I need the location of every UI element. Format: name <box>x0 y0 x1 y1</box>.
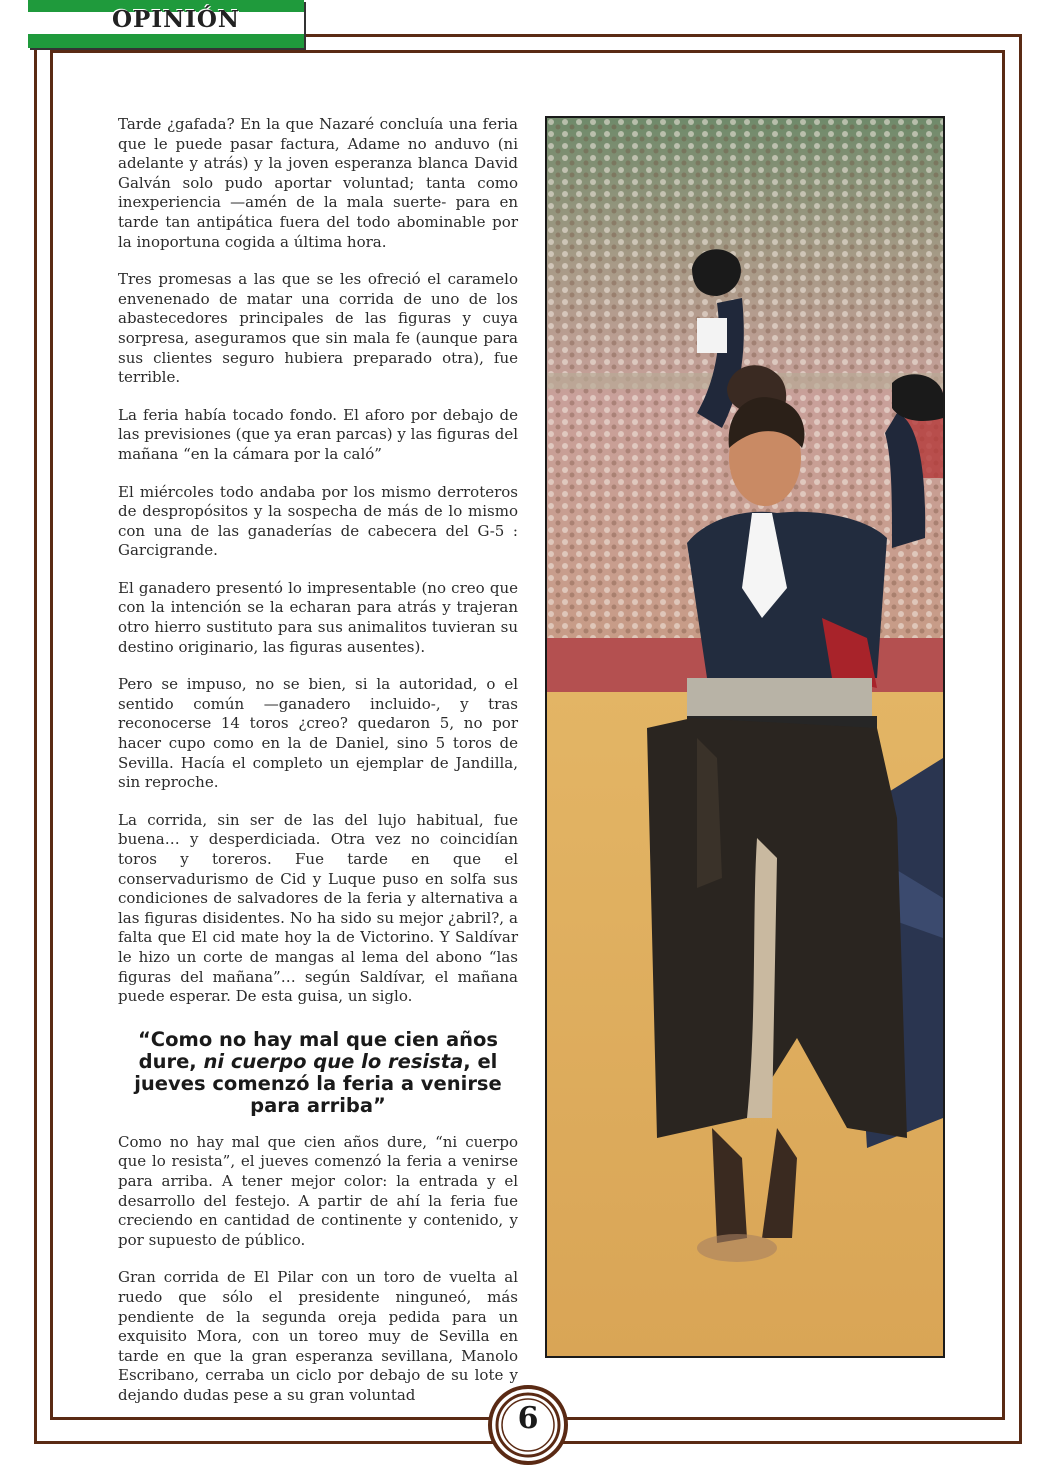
pull-quote <box>118 1029 518 1117</box>
page-number-badge <box>486 1383 570 1467</box>
section-label: OPINIÓN <box>112 6 240 33</box>
article-paragraph: El ganadero presentó lo impresentable (no creo que con la intención se la echaran para atrás y trajeran otro hierro sustituto para sus animalitos tuvieran su destino originario, las figuras ausentes). <box>118 578 518 656</box>
pull-quote-before: “Como no hay mal que cien años dure, <box>137 1027 499 1073</box>
matador-photo-illustration <box>547 118 943 1356</box>
article-paragraph: Como no hay mal que cien años dure, “ni cuerpo que lo resista”, el jueves comenzó la feria a venirse para arriba. A tener mejor color: la entrada y el desarrollo del festejo. A partir de ahí la feria fue creciendo en cantidad de continente y contenido, y por supuesto de público. <box>118 1132 518 1249</box>
matador-photo <box>545 116 945 1358</box>
flag-stripe-bottom <box>28 34 304 48</box>
article-paragraph: Gran corrida de El Pilar con un toro de vuelta al ruedo que sólo el presidente ninguneó, más pendiente de la segunda oreja pedida para un exquisito Mora, con un toreo muy de Sevilla en tarde en que la gran esperanza sevillana, Manolo Escribano, cerraba un ciclo por debajo de su lote y dejando dudas pese a su gran voluntad <box>118 1268 518 1404</box>
article-paragraph: El miércoles todo andaba por los mismo derroteros de despropósitos y la sospecha de más de lo mismo con una de las ganaderías de cabecera del G-5 : Garcigrande. <box>118 482 518 560</box>
pull-quote-emphasis: ni cuerpo que lo resista <box>203 1049 464 1073</box>
article-paragraph: La corrida, sin ser de las del lujo habitual, fue buena… y desperdiciada. Otra vez no coincidían toros y toreros. Fue tarde en que el conservadurismo de Cid y Luque puso en solfa sus condiciones de salvadores de la feria y alternativa a las figuras disidentes. No ha sido su mejor ¿abril?, a falta que El cid mate hoy la de Victorino. Y Saldívar le hizo un corte de mangas al lema del abono “las figuras del mañana”… según Saldívar, el mañana puede esperar. De esta guisa, un siglo. <box>118 810 518 1006</box>
article-column <box>118 115 518 1423</box>
article-paragraph: Pero se impuso, no se bien, si la autoridad, o el sentido común —ganadero incluido-, y tras reconocerse 14 toros ¿creo? quedaron 5, no por hacer cupo como en la de Daniel, sino 5 toros de Sevilla. Hacía el completo un ejemplar de Jandilla, sin reproche. <box>118 675 518 792</box>
article-paragraph: Tres promesas a las que se les ofreció el caramelo envenenado de matar una corrida de uno de los abastecedores principales de las figuras y cuya sorpresa, aseguramos que sin mala fe (aunque para sus clientes seguro hubiera preparado otra), fue terrible. <box>118 270 518 387</box>
pull-quote-after: , el jueves comenzó la feria a venirse para arriba” <box>134 1049 502 1117</box>
article-paragraph: Tarde ¿gafada? En la que Nazaré concluía una feria que le puede pasar factura, Adame no anduvo (ni adelante y atrás) y la joven esperanza blanca David Galván solo pudo aportar voluntad; tanta como inexperiencia —amén de la mala suerte- para en tarde tan antipática fuera del todo abominable por la inoportuna cogida a última hora. <box>118 115 518 251</box>
section-banner <box>28 0 304 48</box>
page-number: 6 <box>517 1401 539 1436</box>
article-paragraph: La feria había tocado fondo. El aforo por debajo de las previsiones (que ya eran parcas) y las figuras del mañana “en la cámara por la caló” <box>118 405 518 463</box>
